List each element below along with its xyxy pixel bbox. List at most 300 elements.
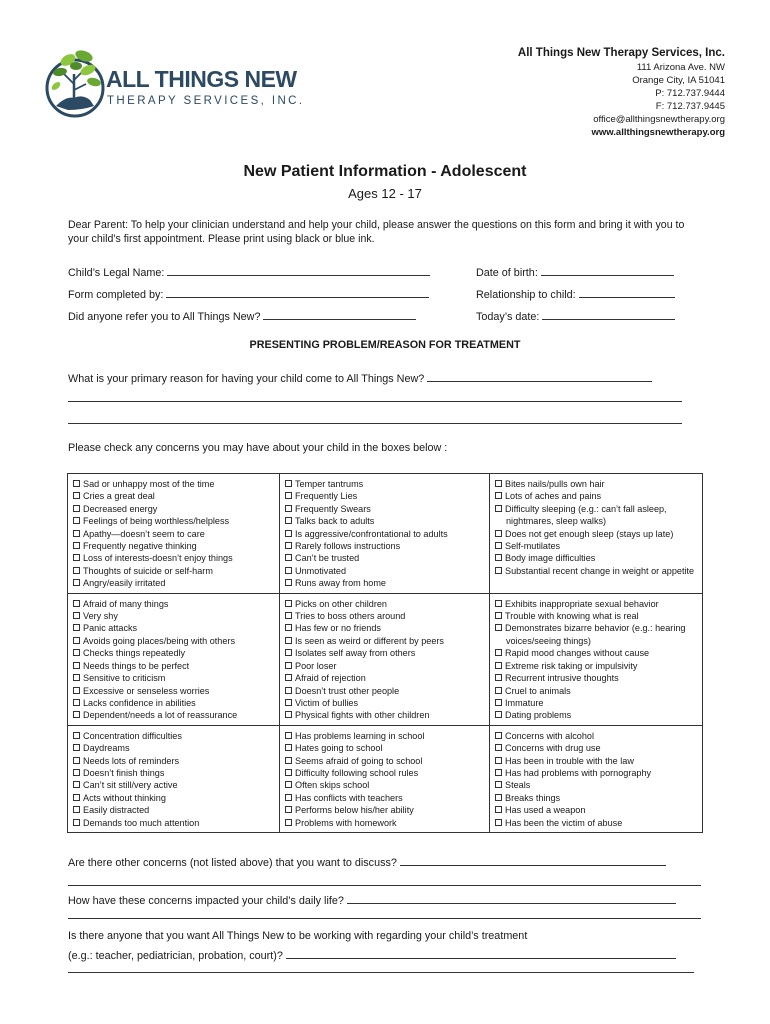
concern-item[interactable]	[495, 817, 698, 829]
concern-label: Angry/easily irritated	[83, 578, 166, 589]
concern-label: Temper tantrums	[295, 479, 364, 489]
checkbox-icon[interactable]	[285, 806, 292, 813]
concern-cell	[280, 474, 490, 594]
checkbox-icon[interactable]	[285, 769, 292, 776]
checkbox-icon[interactable]	[73, 480, 80, 487]
dob-blank[interactable]	[541, 266, 674, 276]
checkbox-icon[interactable]	[285, 674, 292, 681]
relationship-blank[interactable]	[579, 288, 675, 298]
checkbox-icon[interactable]	[285, 624, 292, 631]
checkbox-icon[interactable]	[73, 637, 80, 644]
checkbox-icon[interactable]	[495, 699, 502, 706]
checkbox-icon[interactable]	[495, 492, 502, 499]
concern-label: Breaks things	[505, 792, 561, 803]
address-block	[518, 46, 725, 139]
other-concerns-label: Are there other concerns (not listed above) that you want to discuss?	[68, 857, 397, 869]
checkbox-icon[interactable]	[73, 687, 80, 694]
concern-item[interactable]	[73, 565, 275, 577]
concern-item[interactable]	[495, 540, 698, 552]
concern-label: Has been in trouble with the law	[505, 755, 634, 766]
concern-item[interactable]	[73, 685, 275, 697]
concern-label: Daydreams	[83, 743, 130, 754]
phone-number: P: 712.737.9444	[655, 88, 725, 99]
concern-item[interactable]	[495, 610, 698, 622]
concern-row	[68, 474, 703, 594]
other-concerns-field[interactable]	[68, 856, 666, 869]
concern-label: Demands too much attention	[83, 817, 200, 828]
checkbox-icon[interactable]	[495, 505, 502, 512]
concern-label: Acts without thinking	[83, 792, 166, 803]
relationship-label: Relationship to child:	[476, 289, 576, 301]
concern-item[interactable]	[495, 565, 698, 577]
checkbox-icon[interactable]	[495, 480, 502, 487]
concern-label: Concentration difficulties	[83, 730, 182, 741]
concern-item[interactable]	[73, 577, 275, 589]
concern-item[interactable]	[73, 515, 275, 527]
concern-cell	[68, 593, 280, 725]
checkbox-icon[interactable]	[285, 612, 292, 619]
concern-item[interactable]	[73, 647, 275, 659]
concern-item[interactable]	[73, 792, 275, 804]
checkbox-icon[interactable]	[285, 579, 292, 586]
concern-item[interactable]	[285, 685, 485, 697]
concerns-table	[67, 473, 703, 833]
concern-item[interactable]	[495, 490, 698, 502]
concern-item[interactable]	[495, 503, 698, 528]
concern-item[interactable]	[73, 742, 275, 754]
checkbox-icon[interactable]	[73, 744, 80, 751]
todays-date-label: Today’s date:	[476, 311, 540, 323]
checkbox-icon[interactable]	[495, 794, 502, 801]
concern-item[interactable]	[73, 697, 275, 709]
company-logo	[42, 44, 305, 120]
checkbox-icon[interactable]	[73, 662, 80, 669]
concern-cell	[68, 725, 280, 832]
concern-item[interactable]	[495, 528, 698, 540]
concern-label: Has been the victim of abuse	[505, 817, 623, 828]
checkbox-icon[interactable]	[73, 781, 80, 788]
checkbox-icon[interactable]	[285, 480, 292, 487]
concern-label: Frequently Lies	[295, 491, 358, 502]
checkbox-icon[interactable]	[285, 637, 292, 644]
concern-item[interactable]	[495, 804, 698, 816]
primary-reason-field[interactable]	[68, 372, 652, 385]
concern-label: Needs things to be perfect	[83, 660, 190, 671]
concern-label: Has few or no friends	[295, 623, 381, 634]
checkbox-icon[interactable]	[73, 624, 80, 631]
checkbox-icon[interactable]	[285, 492, 292, 499]
concern-label: Poor loser	[295, 660, 337, 671]
primary-reason-line-2[interactable]	[68, 401, 682, 402]
concern-cell	[68, 474, 280, 594]
concern-label: Thoughts of suicide or self-harm	[83, 565, 213, 576]
checkbox-icon[interactable]	[495, 806, 502, 813]
concern-item[interactable]	[285, 697, 485, 709]
checkbox-icon[interactable]	[495, 732, 502, 739]
concern-item[interactable]	[285, 540, 485, 552]
concern-item[interactable]	[73, 660, 275, 672]
concern-label: Runs away from home	[295, 578, 386, 589]
impact-line-2[interactable]	[68, 918, 701, 919]
concern-label: Substantial recent change in weight or appetite	[505, 565, 695, 576]
checkbox-icon[interactable]	[495, 662, 502, 669]
email-address: office@allthingsnewtherapy.org	[593, 114, 725, 125]
concern-label: Avoids going places/being with others	[83, 635, 235, 646]
todays-date-blank[interactable]	[542, 310, 675, 320]
checkbox-icon[interactable]	[73, 819, 80, 826]
concern-item[interactable]	[285, 610, 485, 622]
concern-label: Panic attacks	[83, 623, 138, 634]
concern-cell	[490, 593, 703, 725]
concern-item[interactable]	[73, 610, 275, 622]
impact-field[interactable]	[68, 894, 676, 907]
concern-label: Needs lots of reminders	[83, 755, 180, 766]
fax-number: F: 712.737.9445	[655, 101, 725, 112]
checkbox-icon[interactable]	[285, 781, 292, 788]
other-concerns-blank[interactable]	[400, 856, 666, 866]
concern-item[interactable]	[285, 672, 485, 684]
concern-label: Immature	[505, 697, 544, 708]
concern-item[interactable]	[285, 598, 485, 610]
logo-subtitle: THERAPY SERVICES, INC.	[107, 95, 305, 107]
primary-reason-label: What is your primary reason for having your child come to All Things New?	[68, 373, 425, 385]
checkbox-icon[interactable]	[73, 674, 80, 681]
concern-label: Difficulty following school rules	[295, 767, 419, 778]
checklist-intro: Please check any concerns you may have about your child in the boxes below :	[68, 442, 448, 454]
intro-paragraph: Dear Parent: To help your clinician understand and help your child, please answer the questions on this form and bring it with you to your child’s first appointment. Please print using black or blue ink.	[68, 219, 685, 245]
concern-label: Lots of aches and pains	[505, 491, 602, 502]
concern-label: Lacks confidence in abilities	[83, 697, 196, 708]
concern-label: Is aggressive/confrontational to adults	[295, 528, 448, 539]
concern-item[interactable]	[495, 730, 698, 742]
other-concerns-line-2[interactable]	[68, 885, 701, 886]
concern-label: Physical fights with other children	[295, 710, 430, 721]
checkbox-icon[interactable]	[285, 517, 292, 524]
checkbox-icon[interactable]	[73, 699, 80, 706]
concern-row	[68, 725, 703, 832]
concern-item[interactable]	[495, 622, 698, 647]
concern-item[interactable]	[495, 672, 698, 684]
checkbox-icon[interactable]	[73, 567, 80, 574]
concern-label: Has conflicts with teachers	[295, 792, 403, 803]
concern-item[interactable]	[285, 577, 485, 589]
legal-name-blank[interactable]	[167, 266, 430, 276]
concern-item[interactable]	[73, 503, 275, 515]
concern-label: Cries a great deal	[83, 491, 155, 502]
checkbox-icon[interactable]	[495, 600, 502, 607]
website: www.allthingsnewtherapy.org	[591, 127, 725, 138]
concern-item[interactable]	[285, 660, 485, 672]
concern-item[interactable]	[73, 490, 275, 502]
checkbox-icon[interactable]	[285, 649, 292, 656]
concern-cell	[490, 474, 703, 594]
checkbox-icon[interactable]	[495, 567, 502, 574]
checkbox-icon[interactable]	[73, 530, 80, 537]
checkbox-icon[interactable]	[285, 699, 292, 706]
checkbox-icon[interactable]	[495, 711, 502, 718]
checkbox-icon[interactable]	[73, 554, 80, 561]
checkbox-icon[interactable]	[73, 492, 80, 499]
referred-blank[interactable]	[263, 310, 416, 320]
checkbox-icon[interactable]	[73, 612, 80, 619]
referred-field[interactable]	[68, 310, 416, 323]
concern-label: Picks on other children	[295, 598, 387, 609]
working-with-label-1: Is there anyone that you want All Things New to be working with regarding your child’s treatment	[68, 930, 528, 942]
concern-label: Apathy—doesn’t seem to care	[83, 528, 205, 539]
concern-label: Easily distracted	[83, 805, 150, 816]
checkbox-icon[interactable]	[285, 662, 292, 669]
concern-item[interactable]	[73, 730, 275, 742]
concern-item[interactable]	[285, 552, 485, 564]
concern-item[interactable]	[495, 647, 698, 659]
concern-label: Isolates self away from others	[295, 648, 416, 659]
concern-item[interactable]	[495, 697, 698, 709]
impact-blank[interactable]	[347, 894, 676, 904]
checkbox-icon[interactable]	[285, 732, 292, 739]
concern-item[interactable]	[73, 767, 275, 779]
concern-item[interactable]	[285, 490, 485, 502]
concern-item[interactable]	[73, 779, 275, 791]
concern-item[interactable]	[495, 792, 698, 804]
concern-item[interactable]	[495, 552, 698, 564]
concern-label: Rapid mood changes without cause	[505, 648, 650, 659]
todays-date-field[interactable]	[476, 310, 675, 323]
concern-item[interactable]	[285, 755, 485, 767]
concern-label: Seems afraid of going to school	[295, 755, 423, 766]
concern-row	[68, 593, 703, 725]
completed-by-field[interactable]	[68, 288, 429, 301]
checkbox-icon[interactable]	[285, 542, 292, 549]
concern-label: Does not get enough sleep (stays up late)	[505, 528, 674, 539]
concern-label: Very shy	[83, 611, 118, 622]
checkbox-icon[interactable]	[73, 600, 80, 607]
concern-item[interactable]	[73, 540, 275, 552]
checkbox-icon[interactable]	[495, 530, 502, 537]
concern-item[interactable]	[285, 565, 485, 577]
concern-label: Recurrent intrusive thoughts	[505, 673, 619, 684]
concern-label: Unmotivated	[295, 565, 347, 576]
concern-item[interactable]	[285, 478, 485, 490]
primary-reason-line-3[interactable]	[68, 423, 682, 424]
concern-label: Rarely follows instructions	[295, 541, 401, 552]
concern-label: Excessive or senseless worries	[83, 685, 210, 696]
completed-by-blank[interactable]	[166, 288, 429, 298]
checkbox-icon[interactable]	[285, 819, 292, 826]
checkbox-icon[interactable]	[495, 674, 502, 681]
checkbox-icon[interactable]	[495, 624, 502, 631]
checkbox-icon[interactable]	[495, 649, 502, 656]
concern-label: Dating problems	[505, 710, 572, 721]
section-heading: PRESENTING PROBLEM/REASON FOR TREATMENT	[249, 339, 521, 351]
concern-item[interactable]	[73, 478, 275, 490]
concern-item[interactable]	[73, 709, 275, 721]
concern-label: Cruel to animals	[505, 685, 571, 696]
checkbox-icon[interactable]	[285, 600, 292, 607]
checkbox-icon[interactable]	[495, 554, 502, 561]
concern-label: Can’t sit still/very active	[83, 780, 178, 791]
checkbox-icon[interactable]	[285, 554, 292, 561]
checkbox-icon[interactable]	[73, 757, 80, 764]
document-subtitle: Ages 12 - 17	[348, 186, 422, 201]
concern-label: Exhibits inappropriate sexual behavior	[505, 598, 659, 609]
concern-cell	[280, 593, 490, 725]
concern-item[interactable]	[73, 755, 275, 767]
concern-label: Has problems learning in school	[295, 730, 425, 741]
concern-label: Extreme risk taking or impulsivity	[505, 660, 638, 671]
concern-label: Often skips school	[295, 780, 370, 791]
document-title: New Patient Information - Adolescent	[243, 163, 527, 180]
working-with-field[interactable]	[68, 949, 676, 962]
concern-cell	[490, 725, 703, 832]
checkbox-icon[interactable]	[285, 687, 292, 694]
concern-label: Body image difficulties	[505, 553, 596, 564]
concern-label: Demonstrates bizarre behavior (e.g.: hearing voices/seeing things)	[505, 623, 686, 646]
concern-item[interactable]	[285, 622, 485, 634]
concern-item[interactable]	[495, 709, 698, 721]
checkbox-icon[interactable]	[285, 757, 292, 764]
checkbox-icon[interactable]	[285, 711, 292, 718]
street-address: 111 Arizona Ave. NW	[636, 62, 725, 73]
concern-item[interactable]	[495, 742, 698, 754]
dob-field[interactable]	[476, 266, 674, 279]
concern-label: Checks things repeatedly	[83, 648, 186, 659]
working-with-line-2[interactable]	[68, 972, 694, 973]
concern-label: Talks back to adults	[295, 516, 375, 527]
concern-item[interactable]	[285, 503, 485, 515]
primary-reason-blank[interactable]	[427, 372, 652, 382]
concern-label: Has had problems with pornography	[505, 767, 652, 778]
working-with-blank[interactable]	[286, 949, 676, 959]
concern-label: Trouble with knowing what is real	[505, 611, 639, 622]
concern-item[interactable]	[285, 635, 485, 647]
concern-item[interactable]	[495, 660, 698, 672]
concern-label: Sensitive to criticism	[83, 673, 166, 684]
concern-label: Performs below his/her ability	[295, 805, 414, 816]
concern-label: Bites nails/pulls own hair	[505, 479, 605, 489]
concern-item[interactable]	[73, 598, 275, 610]
checkbox-icon[interactable]	[73, 769, 80, 776]
concern-item[interactable]	[495, 779, 698, 791]
concern-label: Tries to boss others around	[295, 611, 406, 622]
concern-item[interactable]	[285, 528, 485, 540]
concern-cell	[280, 725, 490, 832]
checkbox-icon[interactable]	[285, 530, 292, 537]
concern-label: Sad or unhappy most of the time	[83, 479, 215, 489]
concern-item[interactable]	[285, 792, 485, 804]
logo-title: ALL THINGS NEW	[106, 66, 297, 92]
concern-item[interactable]	[285, 730, 485, 742]
checkbox-icon[interactable]	[495, 781, 502, 788]
checkbox-icon[interactable]	[73, 542, 80, 549]
concern-item[interactable]	[495, 598, 698, 610]
concern-label: Loss of interests-doesn’t enjoy things	[83, 553, 233, 564]
referred-label: Did anyone refer you to All Things New?	[68, 311, 261, 323]
concern-item[interactable]	[285, 742, 485, 754]
checkbox-icon[interactable]	[285, 794, 292, 801]
concern-label: Afraid of rejection	[295, 673, 366, 684]
concern-item[interactable]	[73, 672, 275, 684]
checkbox-icon[interactable]	[495, 819, 502, 826]
completed-by-label: Form completed by:	[68, 289, 164, 301]
checkbox-icon[interactable]	[285, 567, 292, 574]
concern-label: Steals	[505, 780, 531, 791]
checkbox-icon[interactable]	[73, 505, 80, 512]
concern-item[interactable]	[495, 767, 698, 779]
concern-label: Hates going to school	[295, 743, 383, 754]
legal-name-field[interactable]	[68, 266, 430, 279]
dob-label: Date of birth:	[476, 267, 538, 279]
checkbox-icon[interactable]	[73, 649, 80, 656]
checkbox-icon[interactable]	[73, 579, 80, 586]
checkbox-icon[interactable]	[495, 744, 502, 751]
concern-label: Doesn’t trust other people	[295, 685, 400, 696]
checkbox-icon[interactable]	[285, 744, 292, 751]
checkbox-icon[interactable]	[73, 794, 80, 801]
checkbox-icon[interactable]	[495, 542, 502, 549]
concern-item[interactable]	[73, 552, 275, 564]
concern-item[interactable]	[73, 635, 275, 647]
concern-label: Dependent/needs a lot of reassurance	[83, 710, 238, 721]
concern-label: Doesn’t finish things	[83, 767, 165, 778]
concern-item[interactable]	[73, 804, 275, 816]
concern-item[interactable]	[285, 779, 485, 791]
company-name: All Things New Therapy Services, Inc.	[517, 47, 725, 59]
concern-label: Is seen as weird or different by peers	[295, 635, 444, 646]
impact-label: How have these concerns impacted your child’s daily life?	[68, 895, 344, 907]
checkbox-icon[interactable]	[73, 732, 80, 739]
concern-label: Concerns with drug use	[505, 743, 601, 754]
concern-item[interactable]	[285, 515, 485, 527]
concern-label: Decreased energy	[83, 503, 158, 514]
concern-label: Victim of bullies	[295, 697, 359, 708]
concern-label: Frequently Swears	[295, 503, 371, 514]
concern-label: Difficulty sleeping (e.g.: can’t fall asleep, nightmares, sleep walks)	[505, 503, 667, 527]
concern-label: Can’t be trusted	[295, 553, 360, 564]
concern-label: Concerns with alcohol	[505, 730, 594, 741]
checkbox-icon[interactable]	[285, 505, 292, 512]
tree-hand-icon	[42, 44, 108, 120]
concern-label: Self-mutilates	[505, 541, 561, 552]
checkbox-icon[interactable]	[73, 711, 80, 718]
concern-item[interactable]	[73, 817, 275, 829]
concern-label: Problems with homework	[295, 817, 397, 828]
concern-item[interactable]	[285, 709, 485, 721]
concern-label: Feelings of being worthless/helpless	[83, 516, 230, 527]
relationship-field[interactable]	[476, 288, 675, 301]
checkbox-icon[interactable]	[495, 612, 502, 619]
city-state-zip: Orange City, IA 51041	[632, 75, 725, 86]
concern-item[interactable]	[73, 528, 275, 540]
concern-item[interactable]	[285, 817, 485, 829]
checkbox-icon[interactable]	[495, 769, 502, 776]
concern-label: Afraid of many things	[83, 598, 169, 609]
concern-item[interactable]	[495, 478, 698, 490]
checkbox-icon[interactable]	[495, 687, 502, 694]
concern-label: Has used a weapon	[505, 805, 586, 816]
legal-name-label: Child’s Legal Name:	[68, 267, 165, 279]
concern-item[interactable]	[495, 755, 698, 767]
concern-label: Frequently negative thinking	[83, 541, 197, 552]
concern-item[interactable]	[495, 685, 698, 697]
checkbox-icon[interactable]	[495, 757, 502, 764]
working-with-label-2: (e.g.: teacher, pediatrician, probation, court)?	[68, 950, 283, 962]
concern-item[interactable]	[285, 647, 485, 659]
concern-item[interactable]	[285, 804, 485, 816]
concern-item[interactable]	[73, 622, 275, 634]
checkbox-icon[interactable]	[73, 806, 80, 813]
checkbox-icon[interactable]	[73, 517, 80, 524]
concern-item[interactable]	[285, 767, 485, 779]
